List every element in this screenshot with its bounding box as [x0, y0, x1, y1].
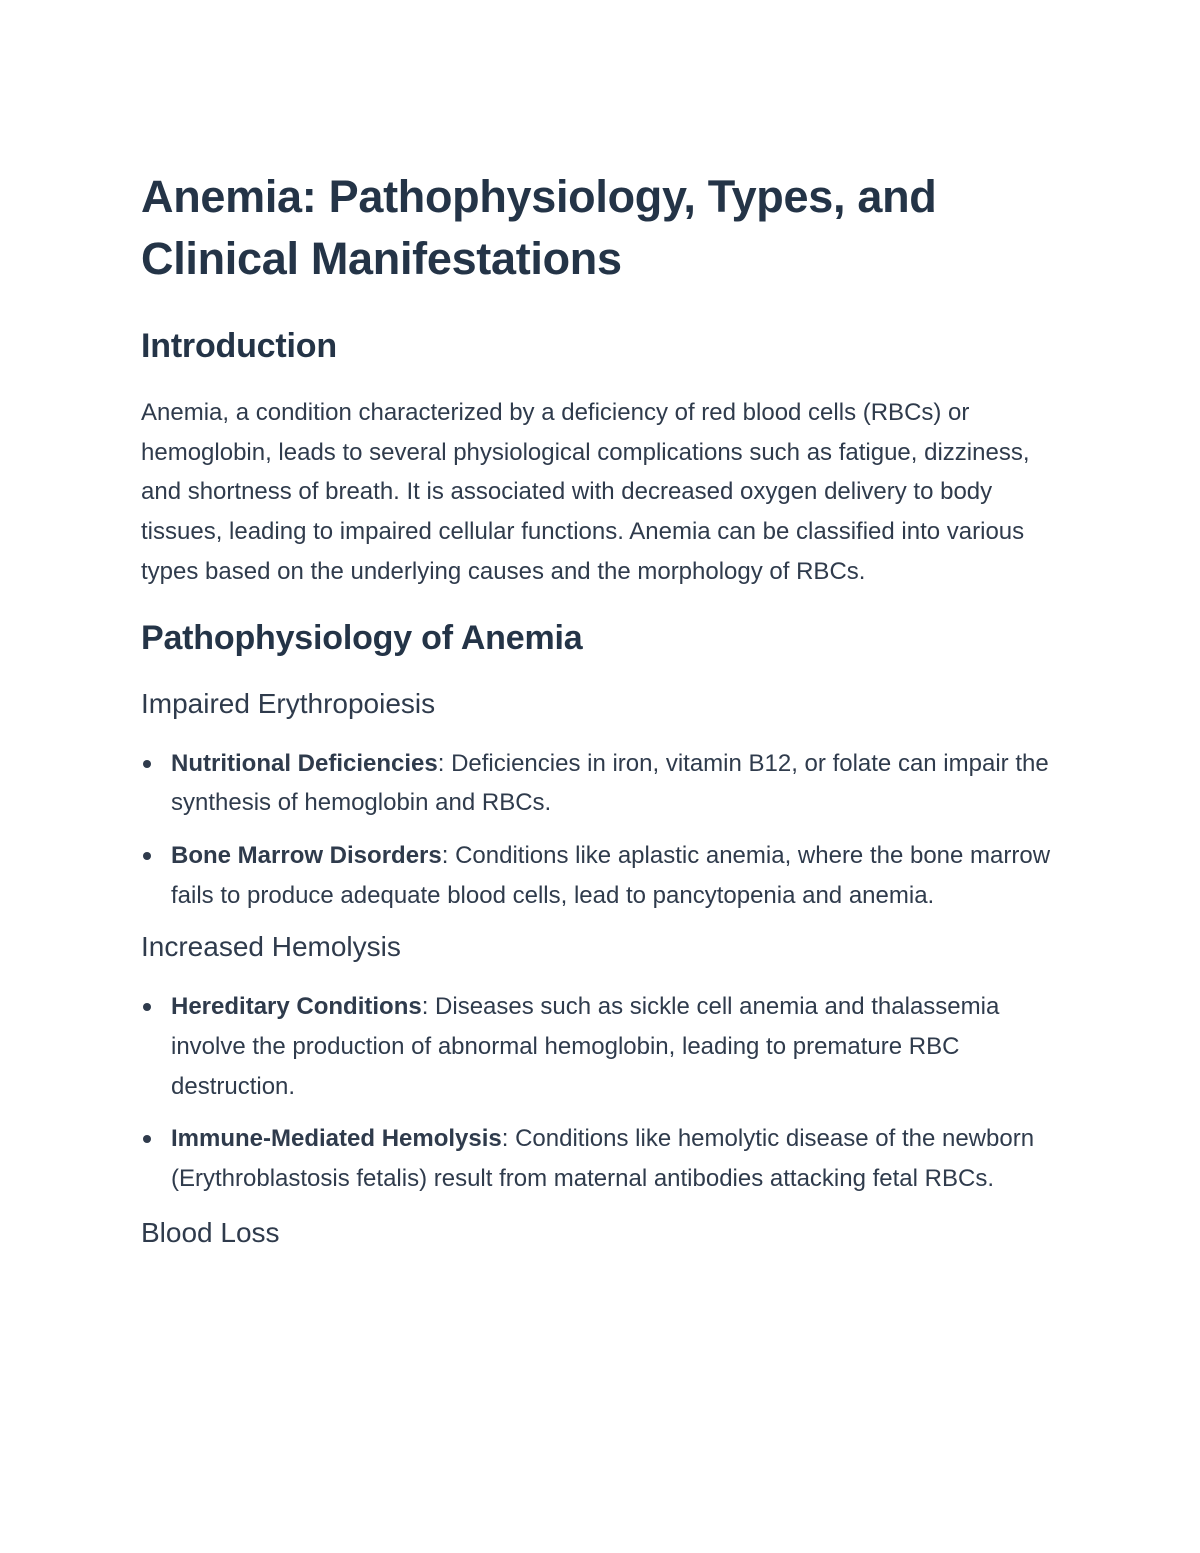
bullet-icon — [143, 1003, 151, 1011]
document-title: Anemia: Pathophysiology, Types, and Clinical Manifestations — [141, 171, 937, 284]
list-item-text: : Conditions like hemolytic disease of the newborn (Erythroblastosis fetalis) result from maternal antibodies attacking fetal RBCs. — [171, 1125, 1035, 1193]
bullet-icon — [143, 1135, 151, 1143]
pathophysiology-heading: Pathophysiology of Anemia — [141, 618, 583, 657]
list-item-term: Immune-Mediated Hemolysis — [171, 1125, 502, 1153]
list-item-term: Nutritional Deficiencies — [171, 749, 438, 777]
list-item-text: : Deficiencies in iron, vitamin B12, or folate can impair the synthesis of hemoglobin and RBCs. — [171, 749, 1049, 817]
introduction-heading: Introduction — [141, 327, 337, 365]
list-item — [141, 987, 1071, 1106]
bullet-icon — [143, 760, 151, 768]
list-item — [141, 1119, 1071, 1198]
list-item-text: : Conditions like aplastic anemia, where the bone marrow fails to produce adequate blood cells, lead to pancytopenia and anemia. — [171, 841, 1051, 909]
document-page — [141, 166, 1071, 1251]
increased-hemolysis-heading: Increased Hemolysis — [141, 931, 401, 963]
impaired-erythropoiesis-heading: Impaired Erythropoiesis — [141, 687, 436, 719]
list-item-term: Hereditary Conditions — [171, 993, 422, 1021]
impaired-erythropoiesis-list — [141, 744, 1071, 916]
list-item-term: Bone Marrow Disorders — [171, 841, 442, 869]
list-item — [141, 744, 1071, 823]
blood-loss-heading: Blood Loss — [141, 1216, 280, 1248]
list-item-text: : Diseases such as sickle cell anemia and thalassemia involve the production of abnormal hemoglobin, leading to premature RBC destruction. — [171, 993, 1000, 1100]
bullet-icon — [143, 852, 151, 860]
list-item — [141, 836, 1071, 915]
increased-hemolysis-list — [141, 987, 1071, 1199]
introduction-paragraph: Anemia, a condition characterized by a deficiency of red blood cells (RBCs) or hemoglobin, leads to several physiological complications such as fatigue, dizziness, and shortness of breath. It is associated with decreased oxygen delivery to body tissues, leading to impaired cellular functions. Anemia can be classified into various types based on the underlying causes and the morphology of RBCs. — [141, 399, 1030, 585]
